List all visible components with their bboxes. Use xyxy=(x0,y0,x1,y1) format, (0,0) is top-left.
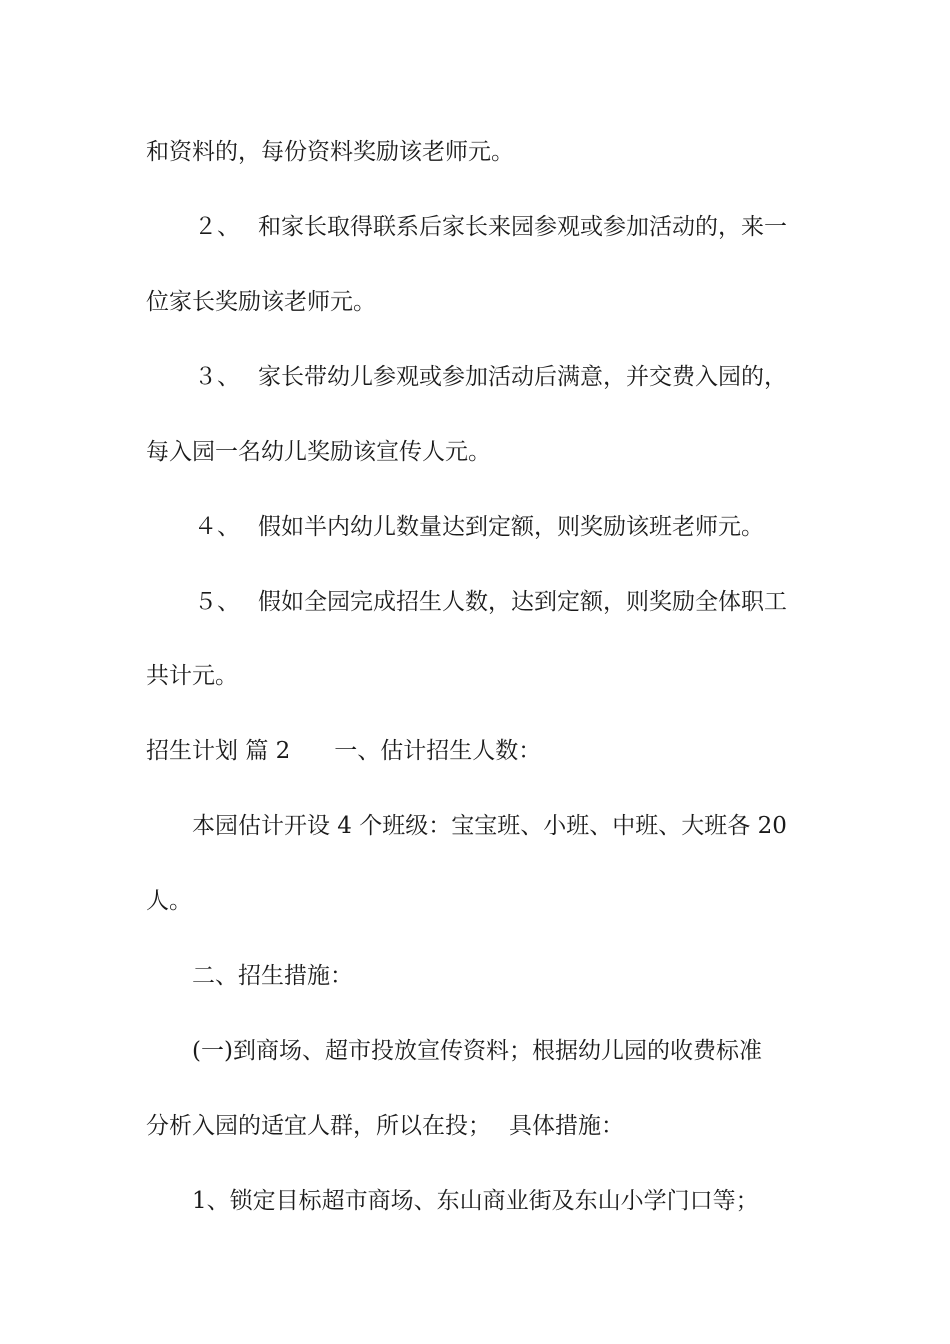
paragraph-text: 具体措施： xyxy=(509,1113,624,1139)
paragraph-line: 位家长奖励该老师元。 xyxy=(146,289,376,315)
paragraph-line: 共计元。 xyxy=(146,663,238,689)
item-number: ４、 xyxy=(194,514,240,540)
numbered-item-4 xyxy=(194,512,764,542)
numbered-item-3 xyxy=(194,362,787,392)
heading-section: 一、估计招生人数： xyxy=(334,738,542,764)
paragraph-line xyxy=(146,1111,624,1141)
heading-title: 招生计划 xyxy=(146,738,238,764)
item-text: 假如半内幼儿数量达到定额，则奖励该班老师元。 xyxy=(258,514,764,540)
item-text: 和家长取得联系后家长来园参观或参加活动的，来一 xyxy=(258,214,787,240)
item-text: 家长带幼儿参观或参加活动后满意，并交费入园的， xyxy=(258,364,787,390)
numbered-item-5 xyxy=(194,587,787,617)
heading-part: 篇 2 xyxy=(245,738,291,764)
paragraph-line: (一)到商场、超市投放宣传资料；根据幼儿园的收费标准 xyxy=(192,1038,762,1064)
paragraph-line: 和资料的，每份资料奖励该老师元。 xyxy=(146,139,514,165)
paragraph-text: 分析入园的适宜人群，所以在投； xyxy=(146,1113,491,1139)
paragraph-line: 每入园一名幼儿奖励该宣传人元。 xyxy=(146,439,491,465)
item-number: ２、 xyxy=(194,214,240,240)
item-number: ５、 xyxy=(194,589,240,615)
section-heading xyxy=(146,736,541,766)
paragraph-line: 本园估计开设 4 个班级：宝宝班、小班、中班、大班各 20 xyxy=(192,813,787,839)
item-text: 假如全园完成招生人数，达到定额，则奖励全体职工 xyxy=(258,589,787,615)
subheading: 二、招生措施： xyxy=(192,963,353,989)
numbered-item-2 xyxy=(194,212,787,242)
item-number: ３、 xyxy=(194,364,240,390)
paragraph-line: 人。 xyxy=(146,888,192,914)
list-item: 1、锁定目标超市商场、东山商业街及东山小学门口等； xyxy=(192,1188,759,1214)
